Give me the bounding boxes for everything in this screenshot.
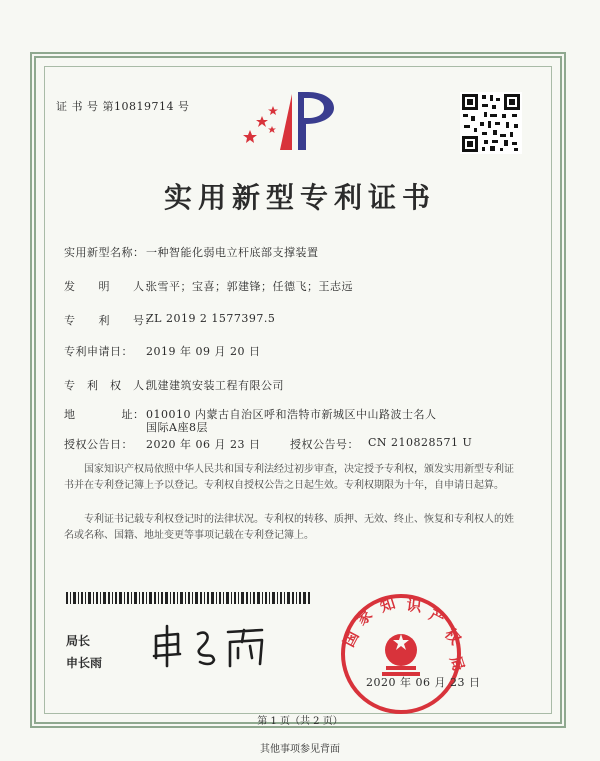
director-name: 申长雨 — [66, 656, 103, 670]
svg-text:产: 产 — [426, 605, 448, 629]
svg-text:知: 知 — [377, 594, 398, 616]
svg-text:家: 家 — [352, 605, 376, 629]
svg-text:局: 局 — [446, 653, 468, 674]
field-inventor-value: 张雪平；宝喜；郭建锋；任德飞；王志远 — [146, 280, 353, 293]
field-address-line2: 国际A座8层 — [146, 421, 208, 434]
certificate-number: 证 书 号 第10819714 号 — [56, 100, 190, 113]
qr-code — [460, 92, 522, 154]
field-patentee-label: 专 利 权 人： — [64, 379, 156, 392]
field-address-label: 地 址： — [64, 408, 145, 421]
director-signature — [150, 620, 280, 670]
field-patent-number-label: 专 利 号： — [64, 314, 156, 327]
field-grant-number-value: CN 210828571 U — [368, 436, 473, 449]
certificate-title: 实用新型专利证书 — [163, 181, 436, 214]
field-patent-number-value: ZL 2019 2 1577397.5 — [146, 312, 276, 325]
grant-statement-paragraph: 国家知识产权局依照中华人民共和国专利法经过初步审查，决定授予专利权，颁发实用新型专利证书并在专利登记簿上予以登记。专利权自授权公告之日起生效。专利权期限为十年，自申请日起算。 — [64, 464, 514, 491]
field-patentee-value: 凯建建筑安装工程有限公司 — [146, 379, 284, 392]
page-indicator: 第 1 页（共 2 页） — [257, 716, 343, 727]
field-name-value: 一种智能化弱电立杆底部支撑装置 — [146, 246, 319, 259]
seal-date: 2020 年 06 月 23 日 — [366, 676, 481, 689]
svg-text:权: 权 — [440, 625, 465, 649]
field-name-label: 实用新型名称： — [64, 246, 145, 259]
field-application-date-value: 2019 年 09 月 20 日 — [146, 345, 261, 358]
patent-office-logo — [236, 88, 354, 154]
field-inventor-label: 发 明 人： — [64, 280, 156, 293]
field-address-line1: 010010 内蒙古自治区呼和浩特市新城区中山路波士名人 — [146, 408, 437, 421]
svg-text:识: 识 — [405, 596, 423, 616]
field-grant-date-label: 授权公告日： — [64, 438, 133, 451]
back-page-note: 其他事项参见背面 — [260, 744, 340, 755]
field-grant-date-value: 2020 年 06 月 23 日 — [146, 438, 261, 451]
barcode — [66, 592, 310, 604]
svg-text:国: 国 — [339, 628, 363, 650]
legal-status-paragraph: 专利证书记载专利权登记时的法律状况。专利权的转移、质押、无效、终止、恢复和专利权人的姓名或名称、国籍、地址变更等事项记载在专利登记簿上。 — [64, 514, 514, 541]
field-grant-number-label: 授权公告号： — [290, 438, 359, 451]
director-title: 局长 — [66, 634, 91, 648]
field-application-date-label: 专利申请日： — [64, 345, 133, 358]
